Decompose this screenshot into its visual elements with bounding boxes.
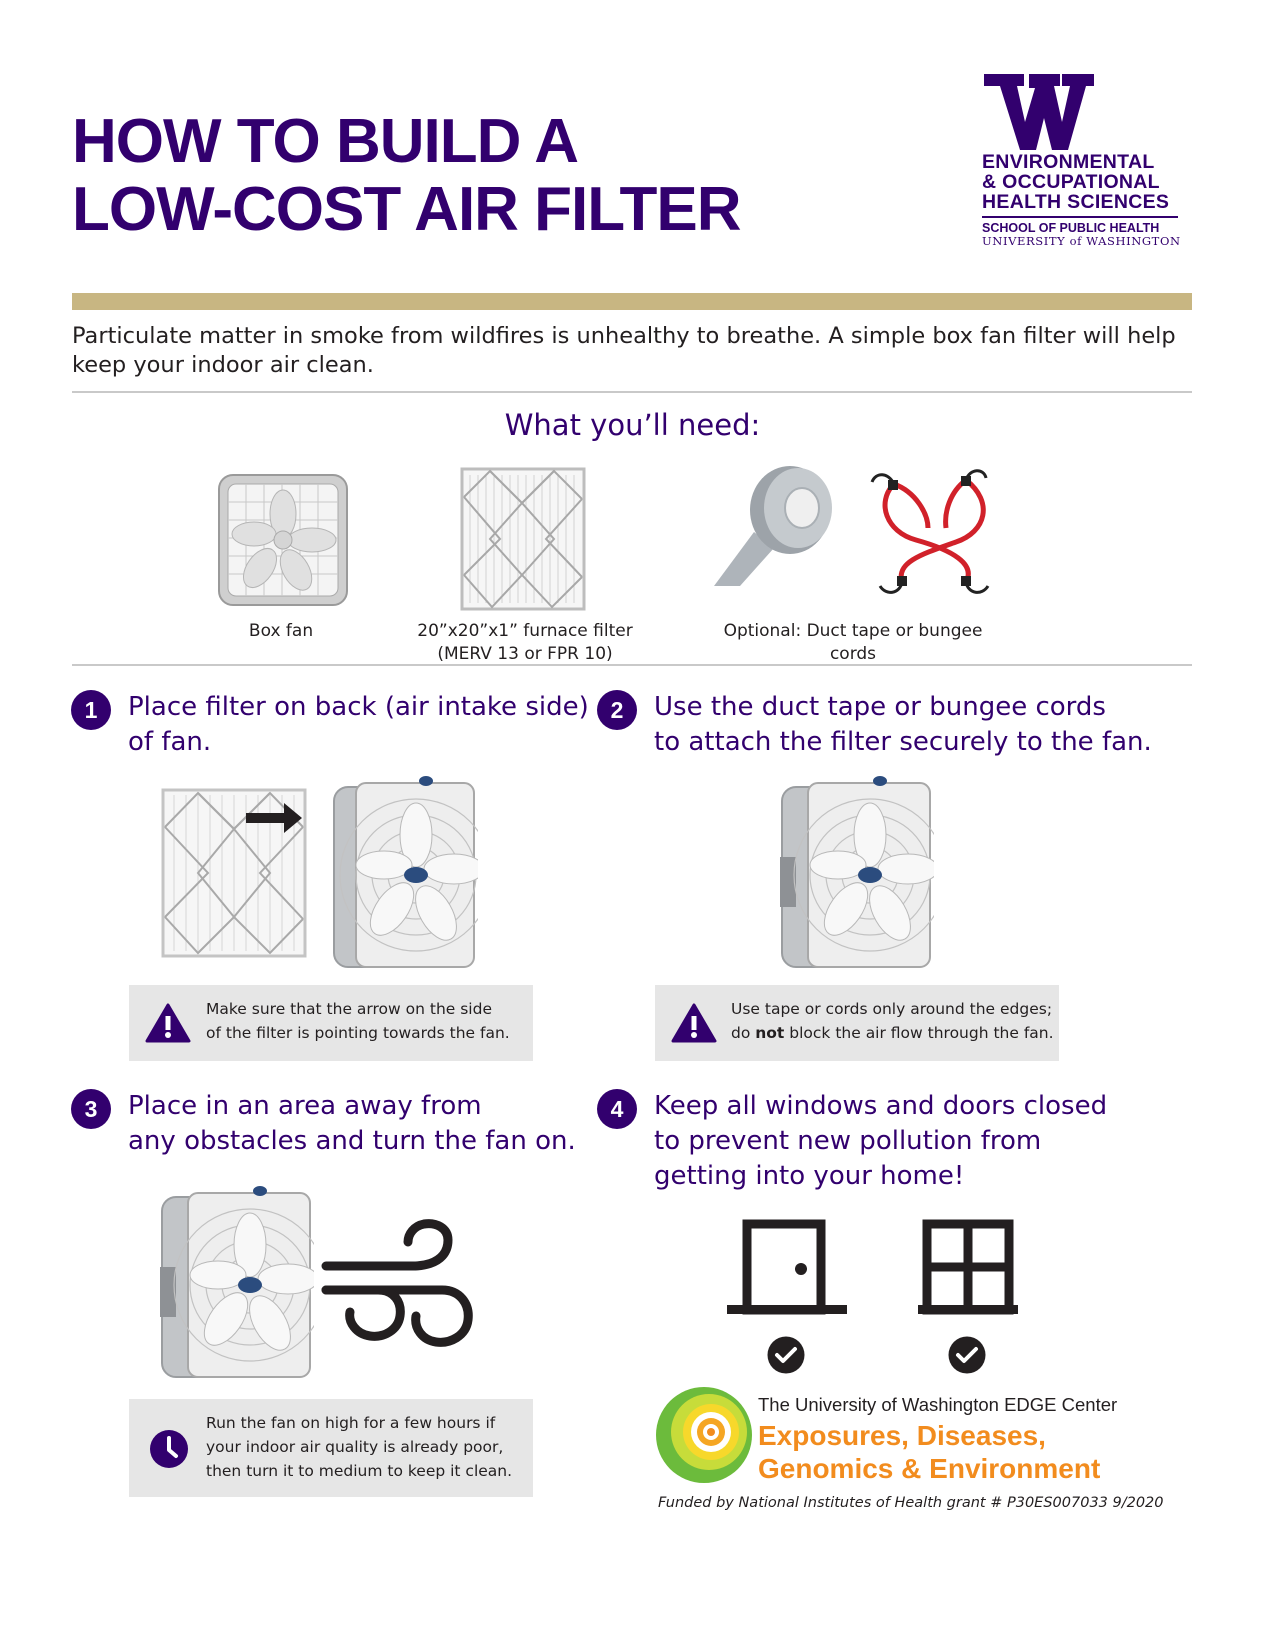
- fan-with-filter-image-icon: [778, 773, 934, 971]
- step-2-line1: Use the duct tape or bungee cords: [654, 692, 1106, 722]
- need-caption-box-fan: Box fan: [248, 621, 314, 641]
- step-1-line1: Place filter on back (air intake side): [128, 692, 589, 722]
- step-2-note-line2: [731, 1021, 1054, 1045]
- furnace-filter-icon: [460, 467, 588, 612]
- step-1-line2: of fan.: [128, 727, 212, 757]
- step-1-note: [129, 985, 533, 1061]
- step-4-number: 4: [597, 1089, 637, 1129]
- logo-line-health-sciences: HEALTH SCIENCES: [982, 191, 1170, 213]
- need-caption-tape-line1: Optional: Duct tape or bungee: [723, 621, 983, 641]
- step-3-line1: Place in an area away from: [128, 1091, 482, 1121]
- step-4-text: [654, 1089, 1107, 1194]
- step-2-note-line2-post: block the air flow through the fan.: [784, 1024, 1054, 1042]
- step-2-note: [655, 985, 1059, 1061]
- step-1-note-text: [206, 997, 510, 1045]
- funding-note: Funded by National Institutes of Health grant # P30ES007033 9/2020: [658, 1495, 1164, 1511]
- warning-icon: [145, 1003, 191, 1043]
- step-2-note-line1: Use tape or cords only around the edges;: [731, 1000, 1053, 1018]
- title-line-2: LOW-COST AIR FILTER: [72, 175, 741, 244]
- step-3-text: [128, 1089, 576, 1159]
- step-3-number: 3: [71, 1089, 111, 1129]
- divider: [72, 664, 1192, 666]
- uw-ehs-logo: [982, 72, 1192, 248]
- step-3-note-line2: your indoor air quality is already poor,: [206, 1438, 504, 1456]
- step-4-line3: getting into your home!: [654, 1161, 965, 1191]
- step-2-line2: to attach the filter securely to the fan.: [654, 727, 1152, 757]
- need-caption-tape-line2: cords: [829, 644, 877, 664]
- step-2-note-line2-pre: do: [731, 1024, 756, 1042]
- step-3-note-text: [206, 1411, 512, 1483]
- page-title: [72, 108, 741, 244]
- logo-divider: [982, 216, 1178, 218]
- edge-center-line-3: Genomics & Environment: [758, 1453, 1101, 1484]
- step-3-line2: any obstacles and turn the fan on.: [128, 1126, 576, 1156]
- title-line-1: HOW TO BUILD A: [72, 107, 579, 176]
- door-icon: [727, 1219, 847, 1317]
- need-caption-filter-line2: (MERV 13 or FPR 10): [437, 644, 613, 664]
- logo-line-occupational: & OCCUPATIONAL: [982, 171, 1160, 193]
- duct-tape-icon: [714, 462, 838, 590]
- step-4-line1: Keep all windows and doors closed: [654, 1091, 1108, 1121]
- filter-image-icon: [160, 787, 308, 959]
- bungee-cords-icon: [866, 462, 1020, 600]
- gold-divider: [72, 293, 1192, 310]
- step-3-note-line1: Run the fan on high for a few hours if: [206, 1414, 496, 1432]
- wind-icon: [318, 1218, 478, 1354]
- needs-heading: What you’ll need:: [504, 408, 761, 442]
- intro-text: Particulate matter in smoke from wildfires is unhealthy to breathe. A simple box fan filter will help keep your indoor air clean.: [72, 323, 1176, 378]
- edge-center-name: The University of Washington EDGE Center: [758, 1394, 1118, 1415]
- step-3-note: [129, 1399, 533, 1497]
- step-2-number: 2: [597, 690, 637, 730]
- need-caption-filter-line1: 20”x20”x1” furnace filter: [417, 621, 633, 641]
- edge-center-line-2: Exposures, Diseases,: [758, 1420, 1046, 1451]
- step-2-note-text: [731, 997, 1054, 1045]
- logo-line-school: SCHOOL OF PUBLIC HEALTH: [982, 220, 1160, 235]
- step-1-note-line1: Make sure that the arrow on the side: [206, 1000, 492, 1018]
- step-4-line2: to prevent new pollution from: [654, 1126, 1042, 1156]
- box-fan-image-icon: [330, 773, 478, 971]
- window-icon: [918, 1219, 1018, 1317]
- step-2-note-line2-bold: not: [755, 1024, 785, 1042]
- logo-line-environmental: ENVIRONMENTAL: [982, 151, 1155, 173]
- step-3-note-line3: then turn it to medium to keep it clean.: [206, 1462, 513, 1480]
- step-1-number: 1: [71, 690, 111, 730]
- uw-w-logo-icon: [982, 72, 1096, 152]
- divider: [72, 391, 1192, 393]
- window-check-icon: [948, 1336, 986, 1374]
- box-fan-icon: [216, 472, 352, 610]
- step-2-text: [654, 690, 1152, 760]
- need-caption-tape: [700, 620, 1006, 666]
- door-check-icon: [767, 1336, 805, 1374]
- step-1-text: [128, 690, 589, 760]
- logo-line-university: UNIVERSITY of WASHINGTON: [982, 233, 1181, 248]
- clock-icon: [149, 1429, 189, 1469]
- running-fan-image-icon: [158, 1183, 314, 1381]
- warning-icon: [671, 1003, 717, 1043]
- need-caption-filter: [400, 620, 650, 666]
- edge-center-logo-icon: [655, 1386, 753, 1484]
- step-1-note-line2: of the filter is pointing towards the fan.: [206, 1024, 510, 1042]
